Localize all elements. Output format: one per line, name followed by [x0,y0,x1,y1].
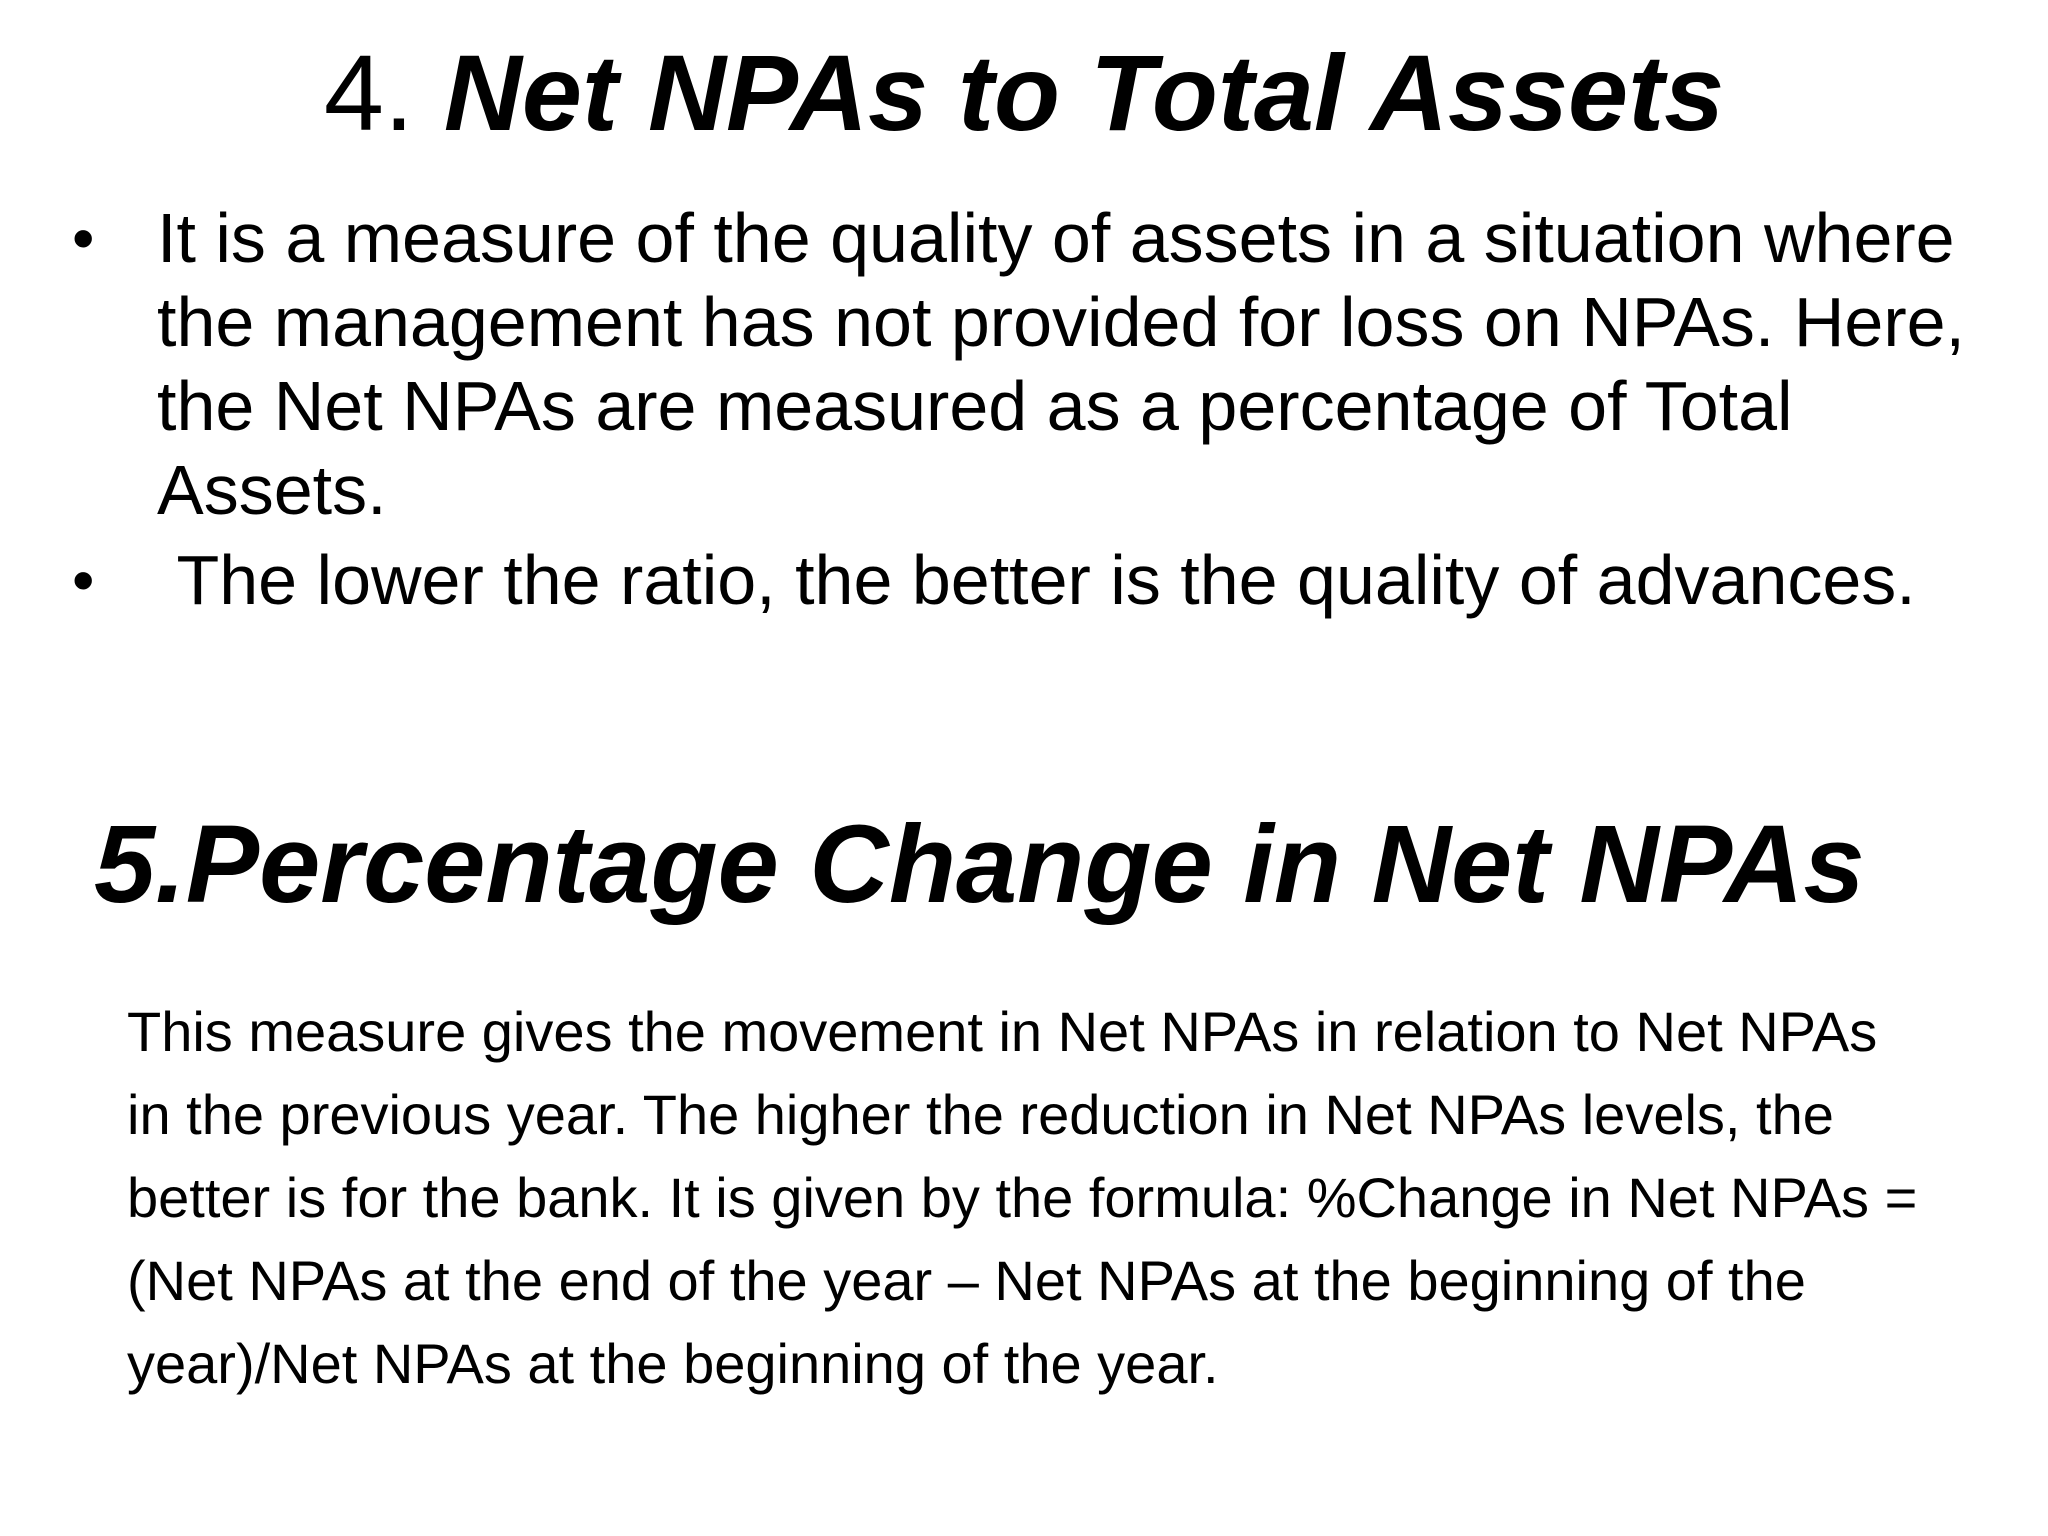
bullet-text: It is a measure of the quality of assets in a situation where the management has not provided for loss on NPAs. Here, the Net NPAs are measured as a percentage of Total Assets. [157,199,1966,529]
section-4-title [0,28,2048,158]
bullet-text: The lower the ratio, the better is the quality of advances. [157,541,1916,619]
section-5-paragraph: This measure gives the movement in Net NPAs in relation to Net NPAs in the previous year. The higher the reduction in Net NPAs levels, the better is for the bank. It is given by the formula: %Change in Net NPAs = (Net NPAs at the end of the year – Net NPAs at the beginning of the year)/Net NPAs at the beginning of the year. [127,1000,1918,1395]
bullet-item [70,538,2030,622]
section-5-title: 5.Percentage Change in Net NPAs [94,803,1865,926]
bullet-icon: • [72,544,95,616]
section-4-bullet-list [70,196,2030,628]
section-4-heading: Net NPAs to Total Assets [443,32,1725,153]
bullet-item [70,196,2030,532]
section-4-number: 4. [323,32,414,153]
bullet-icon: • [72,202,95,274]
